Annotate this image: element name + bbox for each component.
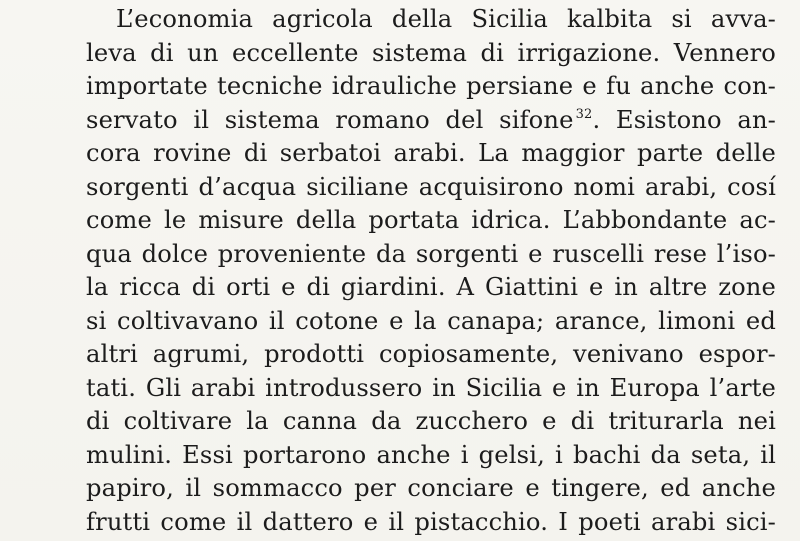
text-line: di coltivare la canna da zucchero e di triturarla nei — [86, 407, 776, 435]
text-line: altri agrumi, prodotti copiosamente, venivano espor- — [86, 340, 776, 368]
line-text-after-footnote: . Esistono an- — [592, 105, 776, 134]
text-line: papiro, il sommacco per conciare e tingere, ed anche — [86, 474, 776, 502]
text-line-with-footnote — [86, 104, 776, 138]
line-text-before-footnote: servato il sistema romano del sifone — [86, 105, 574, 134]
text-line: L’economia agricola della Sicilia kalbita si avva- — [116, 5, 776, 33]
footnote-reference: 32 — [575, 106, 593, 122]
text-line: leva di un eccellente sistema di irrigazione. Vennero — [86, 38, 776, 67]
text-line: si coltivavano il cotone e la canapa; arance, limoni ed — [86, 306, 776, 335]
text-line: come le misure della portata idrica. L’abbondante ac- — [86, 206, 776, 234]
text-line: qua dolce proveniente da sorgenti e ruscelli rese l’iso- — [86, 239, 776, 268]
text-line: sorgenti d’acqua siciliane acquisirono nomi arabi, cosí — [86, 172, 776, 201]
text-line: cora rovine di serbatoi arabi. La maggior parte delle — [86, 139, 776, 167]
text-line: la ricca di orti e di giardini. A Giattini e in altre zone — [86, 273, 776, 301]
text-line: frutti come il dattero e il pistacchio. I poeti arabi sici- — [86, 507, 776, 536]
text-line: mulini. Essi portarono anche i gelsi, i bachi da seta, il — [86, 440, 776, 469]
text-line: importate tecniche idrauliche persiane e fu anche con- — [86, 72, 776, 100]
body-paragraph — [86, 3, 776, 539]
text-line: tati. Gli arabi introdussero in Sicilia e in Europa l’arte — [86, 373, 776, 402]
